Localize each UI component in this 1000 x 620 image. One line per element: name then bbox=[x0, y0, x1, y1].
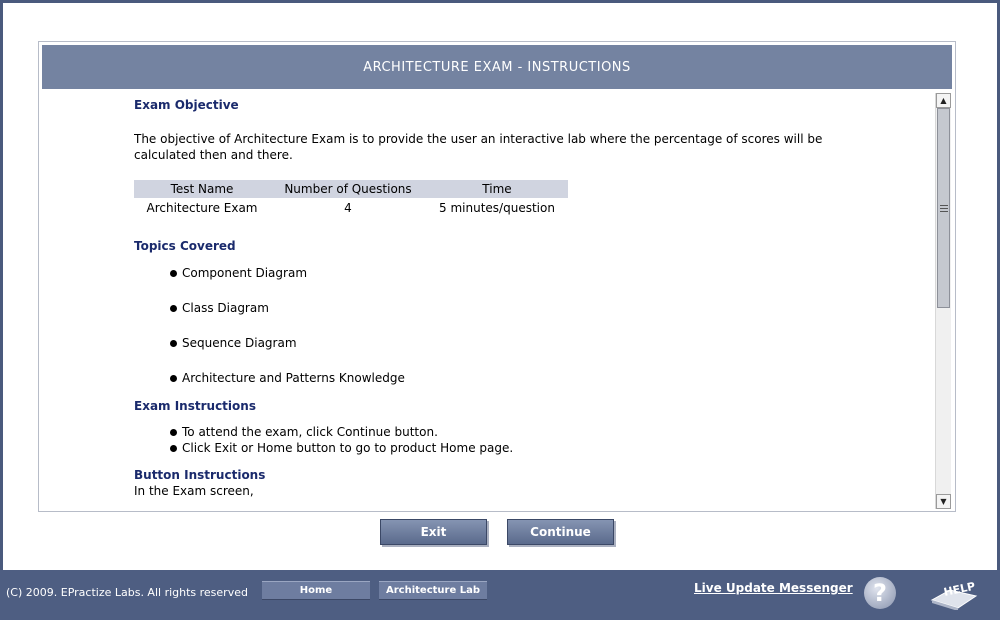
table-header: Test Name bbox=[134, 180, 270, 198]
architecture-lab-button[interactable]: Architecture Lab bbox=[379, 581, 487, 600]
vertical-scrollbar[interactable] bbox=[935, 93, 951, 509]
grip-line bbox=[940, 205, 948, 206]
list-item bbox=[170, 265, 307, 281]
topic-label: Architecture and Patterns Knowledge bbox=[182, 371, 405, 385]
instruction-label: Click Exit or Home button to go to product Home page. bbox=[182, 441, 514, 455]
button-instructions-heading: Button Instructions bbox=[134, 468, 266, 482]
objective-heading: Exam Objective bbox=[134, 98, 239, 112]
list-item bbox=[170, 370, 405, 386]
topic-label: Component Diagram bbox=[182, 266, 308, 280]
grip-line bbox=[940, 208, 948, 209]
button-instructions-text: In the Exam screen, bbox=[134, 484, 254, 498]
exam-table bbox=[134, 180, 568, 218]
bullet-icon bbox=[170, 305, 177, 312]
instruction-label: To attend the exam, click Continue button. bbox=[182, 425, 438, 439]
list-item bbox=[170, 300, 269, 316]
bullet-icon bbox=[170, 340, 177, 347]
panel-title: ARCHITECTURE EXAM - INSTRUCTIONS bbox=[42, 45, 952, 89]
list-item bbox=[170, 335, 297, 351]
topics-heading: Topics Covered bbox=[134, 239, 236, 253]
table-header: Time bbox=[426, 180, 568, 198]
table-header: Number of Questions bbox=[270, 180, 426, 198]
help-book-icon[interactable] bbox=[930, 578, 978, 610]
arrow-up-icon[interactable]: ▲ bbox=[936, 93, 951, 108]
bullet-icon bbox=[170, 270, 177, 277]
bullet-icon bbox=[170, 375, 177, 382]
table-cell: 4 bbox=[344, 201, 352, 215]
table-row bbox=[134, 198, 568, 218]
grip-line bbox=[940, 211, 948, 212]
table-header-row bbox=[134, 180, 568, 198]
list-item bbox=[170, 440, 513, 456]
help-label: HELP bbox=[942, 579, 977, 599]
objective-text: The objective of Architecture Exam is to provide the user an interactive lab where the percentage of scores will be calculated then and there. bbox=[134, 132, 823, 162]
bullet-icon bbox=[170, 429, 177, 436]
scrollbar-thumb[interactable] bbox=[937, 108, 950, 308]
question-icon[interactable]: ? bbox=[864, 577, 896, 609]
exit-button[interactable]: Exit bbox=[380, 519, 487, 545]
table-cell: Architecture Exam bbox=[146, 201, 258, 215]
exam-instructions-heading: Exam Instructions bbox=[134, 399, 256, 413]
table-cell: 5 minutes/question bbox=[439, 201, 555, 215]
topic-label: Sequence Diagram bbox=[182, 336, 297, 350]
footer-bar bbox=[0, 570, 1000, 620]
arrow-down-icon[interactable]: ▼ bbox=[936, 494, 951, 509]
bullet-icon bbox=[170, 445, 177, 452]
instructions-content bbox=[134, 92, 934, 508]
instructions-panel bbox=[38, 41, 956, 512]
continue-button[interactable]: Continue bbox=[507, 519, 614, 545]
list-item bbox=[170, 424, 438, 440]
home-button[interactable]: Home bbox=[262, 581, 370, 600]
copyright-text: (C) 2009. EPractize Labs. All rights reserved bbox=[6, 586, 248, 599]
topic-label: Class Diagram bbox=[182, 301, 269, 315]
live-update-messenger-link[interactable]: Live Update Messenger bbox=[694, 581, 853, 595]
